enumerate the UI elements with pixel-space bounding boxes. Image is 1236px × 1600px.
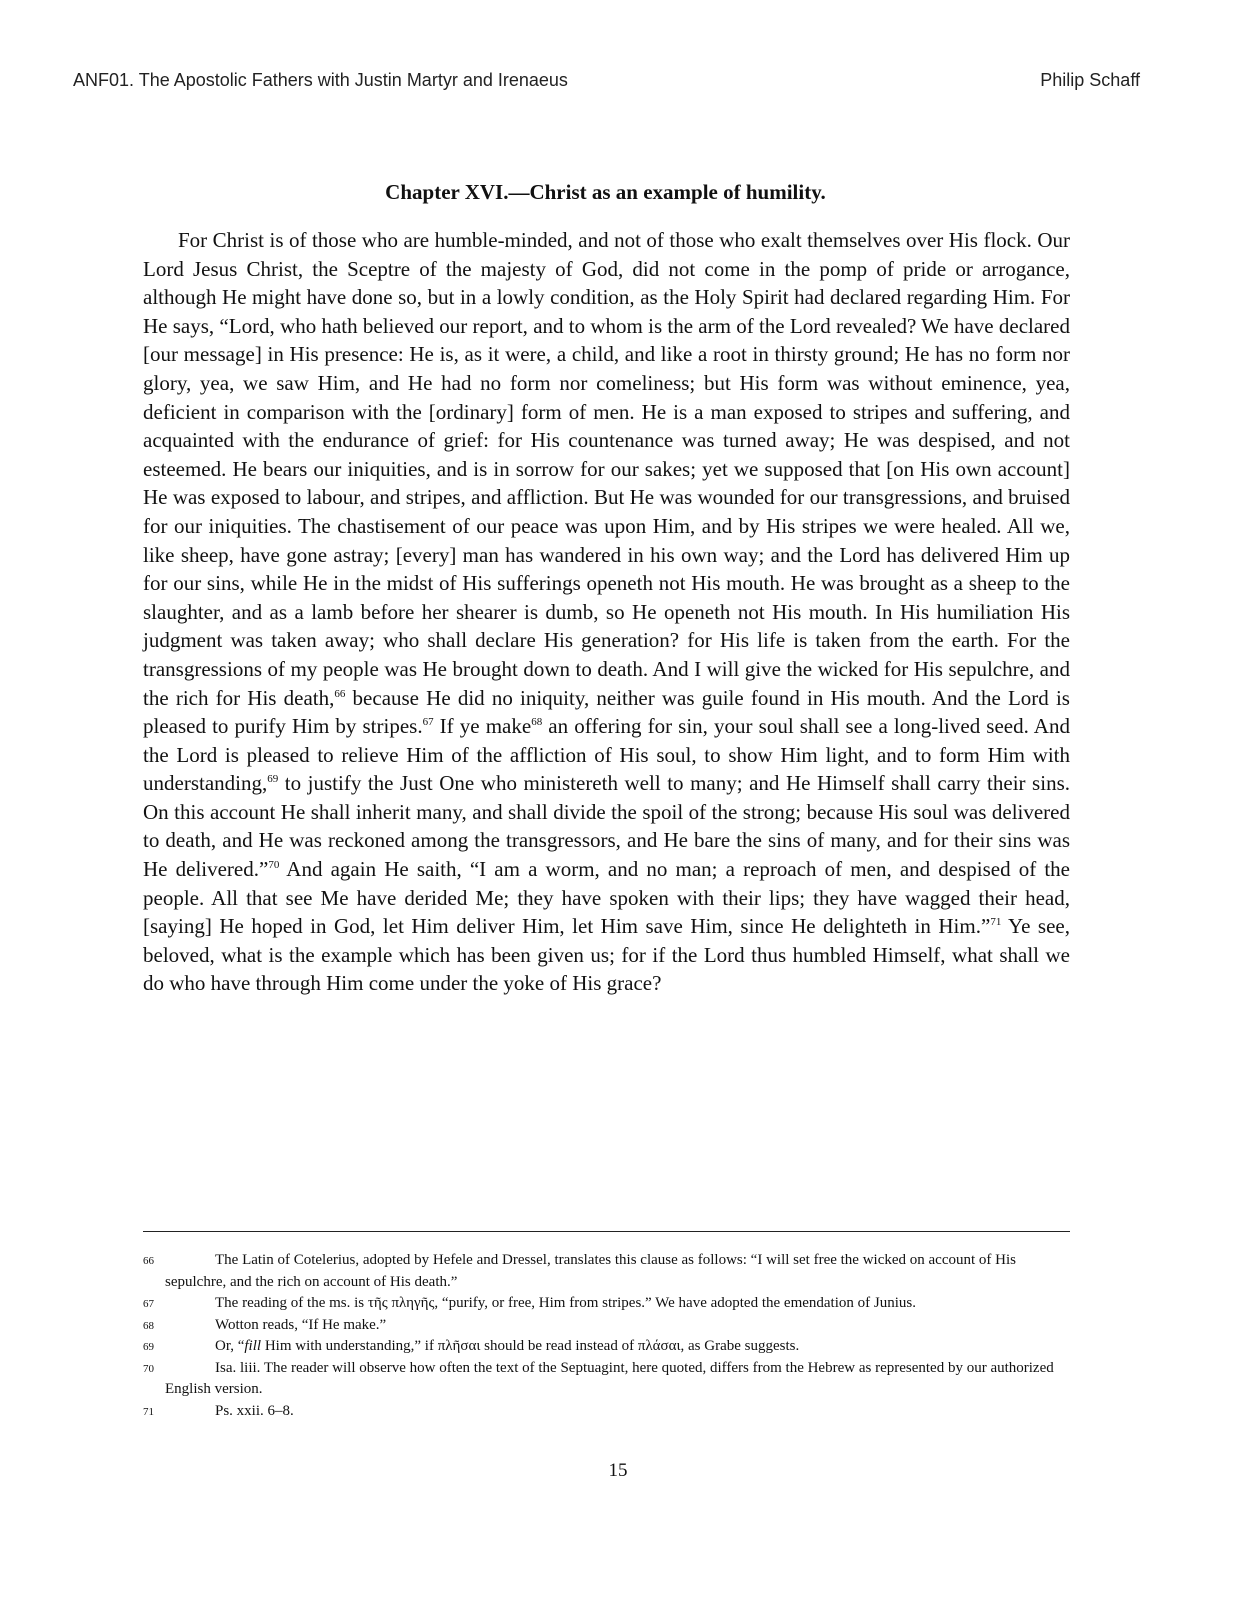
footnote-text-pre: Or, “ — [215, 1338, 245, 1354]
footnote-number: 68 — [143, 1319, 154, 1332]
body-segment: because He did no iniquity, neither was guile found in His mouth. And the Lord is pleased to purify Him by stripes. — [143, 685, 1070, 739]
footnote-divider — [143, 1231, 1070, 1232]
footnote-text: Ps. xxii. 6–8. — [215, 1402, 294, 1419]
body-segment: If ye make — [433, 714, 532, 739]
footnote-ref-71[interactable]: 71 — [990, 916, 1002, 929]
footnote-ref-69[interactable]: 69 — [267, 773, 279, 786]
footnote-text: Isa. liii. The reader will observe how often the text of the Septuagint, here quoted, differs from the Hebrew as represented by our authorized English version. — [165, 1359, 1054, 1397]
footnote-text: The Latin of Cotelerius, adopted by Hefele and Dressel, translates this clause as follows: “I will set free the wicked on account of His sepulchre, and the rich on account of His death.” — [165, 1252, 1016, 1290]
running-header — [73, 70, 1140, 91]
footnote-68 — [143, 1315, 1070, 1337]
body-segment: And again He saith, “I am a worm, and no man; a reproach of men, and despised of the people. All that see Me have derided Me; they have spoken with their lips; they have wagged their head, [saying] He hoped in God, let Him deliver Him, let Him save Him, since He delighteth in Him.” — [143, 857, 1071, 939]
footnote-66 — [143, 1250, 1070, 1293]
footnote-71 — [143, 1401, 1070, 1423]
body-paragraph — [143, 226, 1070, 998]
footnote-text: The reading of the ms. is τῆς πληγῆς, “purify, or free, Him from stripes.” We have adopted the emendation of Junius. — [215, 1295, 916, 1311]
footnote-number: 67 — [143, 1298, 154, 1310]
body-segment: Ye see, beloved, what is the example which has been given us; for if the Lord thus humbled Himself, what shall we do who have through Him come under the yoke of His grace? — [143, 914, 1070, 996]
footnote-emphasis: fill — [244, 1338, 262, 1354]
book-title: ANF01. The Apostolic Fathers with Justin Martyr and Irenaeus — [73, 70, 568, 90]
footnote-ref-67[interactable]: 67 — [422, 716, 434, 729]
chapter-title: Chapter XVI.—Christ as an example of humility. — [385, 180, 826, 204]
footnote-text: Wotton reads, “If He make.” — [215, 1316, 387, 1333]
footnote-70 — [143, 1358, 1070, 1401]
page-number: 15 — [608, 1460, 628, 1481]
author-name: Philip Schaff — [1040, 70, 1140, 90]
footnote-number: 71 — [143, 1405, 154, 1418]
footnote-ref-68[interactable]: 68 — [531, 716, 543, 729]
footnote-text-post: Him with understanding,” if πλῆσαι should be read instead of πλάσαι, as Grabe suggests. — [261, 1338, 800, 1354]
body-segment: For Christ is of those who are humble-minded, and not of those who exalt themselves over His flock. Our Lord Jesus Christ, the Sceptre of the majesty of God, did not come in the pomp of pride or arrogance, although He might have done so, but in a lowly condition, as the Holy Spirit had declared regarding Him. For He says, “Lord, who hath believed our report, and to whom is the arm of the Lord revealed? We have declared [our message] in His presence: He is, as it were, a child, and like a root in thirsty ground; He has no form nor glory, yea, we saw Him, and He had no form nor comeliness; but His form was without eminence, yea, deficient in comparison with the [ordinary] form of men. He is a man exposed to stripes and suffering, and acquainted with the endurance of grief: for His countenance was turned away; He was despised, and not esteemed. He bears our iniquities, and is in sorrow for our sakes; yet we supposed that [on His own account] He was exposed to labour, and stripes, and affliction. But He was wounded for our transgressions, and bruised for our iniquities. The chastisement of our peace was upon Him, and by His stripes we were healed. All we, like sheep, have gone astray; [every] man has wandered in his own way; and the Lord has delivered Him up for our sins, while He in the midst of His sufferings openeth not His mouth. He was brought as a sheep to the slaughter, and as a lamb before her shearer is dumb, so He openeth not His mouth. In His humiliation His judgment was taken away; who shall declare His generation? for His life is taken from the earth. For the transgressions of my people was He brought down to death. And I will give the wicked for His sepulchre, and the rich for His death, — [143, 228, 1070, 710]
footnote-ref-70[interactable]: 70 — [268, 859, 280, 872]
footnote-ref-66[interactable]: 66 — [334, 687, 346, 700]
footnote-number: 70 — [143, 1362, 154, 1375]
body-segment: an offering for sin, your soul shall see a long-lived seed. And the Lord is pleased to relieve Him of the affliction of His soul, to show Him light, and to form Him with understanding, — [143, 714, 1070, 796]
footnotes-list — [143, 1250, 1070, 1422]
footnote-number: 69 — [143, 1341, 154, 1353]
footnote-number: 66 — [143, 1255, 154, 1267]
footnote-67 — [143, 1293, 1070, 1315]
footnote-69 — [143, 1336, 1070, 1358]
body-segment: to justify the Just One who ministereth well to many; and He Himself shall carry their sins. On this account He shall inherit many, and shall divide the spoil of the strong; because His soul was delivered to death, and He was reckoned among the transgressors, and He bare the sins of many, and for their sins was He delivered.” — [143, 771, 1070, 882]
